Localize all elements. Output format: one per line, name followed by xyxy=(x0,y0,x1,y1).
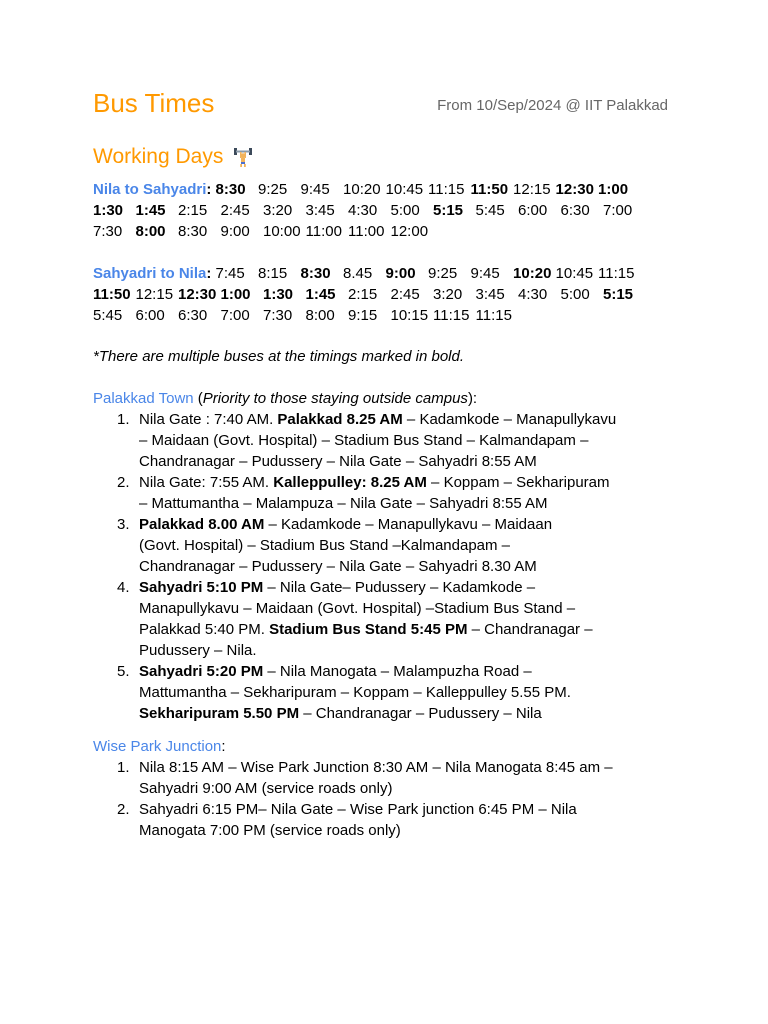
bus-time: 6:30 xyxy=(178,307,208,324)
palakkad-town-label: Palakkad Town xyxy=(93,390,194,407)
bus-time: 4:30 xyxy=(518,286,548,303)
weightlifter-icon xyxy=(231,145,255,169)
route-text: – Chandranagar – Pudussery – Nila xyxy=(299,705,542,722)
list-number: 5. xyxy=(117,663,130,680)
bus-time: 10:45 xyxy=(555,265,594,282)
list-item xyxy=(93,757,683,799)
bus-time: 10:20 xyxy=(513,265,552,282)
bus-time: 6:30 xyxy=(560,202,590,219)
bus-time: 4:30 xyxy=(348,202,378,219)
list-item-line xyxy=(139,535,683,556)
bus-time: 12:15 xyxy=(135,286,174,303)
route-text: – Nila Gate– Pudussery – Kadamkode – xyxy=(263,579,536,596)
route-sahyadri-to-nila xyxy=(93,263,653,326)
palakkad-town-list xyxy=(93,409,683,724)
route-label-colon: : xyxy=(206,181,212,198)
bus-time: 3:20 xyxy=(433,286,463,303)
bus-time: 2:45 xyxy=(390,286,420,303)
bus-time: 12:15 xyxy=(513,181,551,198)
highlight-stop: Sekharipuram 5.50 PM xyxy=(139,705,300,722)
wise-park-colon: : xyxy=(221,738,226,755)
list-item-line xyxy=(139,451,683,472)
bus-time: 6:00 xyxy=(135,307,165,324)
palakkad-town-heading xyxy=(93,388,477,409)
bus-time: 5:45 xyxy=(475,202,505,219)
bus-time: 10:20 xyxy=(343,181,381,198)
list-item xyxy=(93,409,683,472)
bus-time: 11:50 xyxy=(93,286,131,303)
list-item xyxy=(93,472,683,514)
bus-time: 1:30 xyxy=(263,286,294,303)
list-number: 4. xyxy=(117,579,130,596)
bus-time: 7:45 xyxy=(215,265,245,282)
bus-time: 7:00 xyxy=(220,307,250,324)
list-item-line xyxy=(139,577,683,598)
list-item-line xyxy=(139,799,683,820)
bus-time: 11:00 xyxy=(348,223,385,240)
route-text: Palakkad 5:40 PM. xyxy=(139,621,270,638)
list-number: 2. xyxy=(117,474,130,491)
bus-time: 1:00 xyxy=(598,181,629,198)
bus-time: 2:45 xyxy=(220,202,250,219)
bus-time: 8:00 xyxy=(305,307,335,324)
bus-time: 9:15 xyxy=(348,307,378,324)
bus-time: 9:25 xyxy=(258,181,288,198)
bus-time: 2:15 xyxy=(178,202,208,219)
bus-time: 1:30 xyxy=(93,202,124,219)
bus-time: 8:30 xyxy=(178,223,208,240)
working-days-label: Working Days xyxy=(93,145,224,168)
list-item-line xyxy=(139,661,683,682)
list-item-line xyxy=(139,640,683,661)
bus-time: 11:15 xyxy=(598,265,635,282)
highlight-stop: Sahyadri 5:20 PM xyxy=(139,663,264,680)
route-text: Nila 8:15 AM – Wise Park Junction 8:30 AM – Nila Manogata 8:45 am – xyxy=(139,759,613,776)
list-item-line xyxy=(139,778,683,799)
list-item-line xyxy=(139,703,683,724)
route-text: Chandranagar – Pudussery – Nila Gate – Sahyadri 8.30 AM xyxy=(139,558,537,575)
route-text: – Chandranagar – xyxy=(467,621,593,638)
bus-time: 11:00 xyxy=(305,223,342,240)
bus-time: 8:15 xyxy=(258,265,288,282)
bus-time: 10:00 xyxy=(263,223,301,240)
bus-time: 5:15 xyxy=(603,286,634,303)
highlight-stop: Stadium Bus Stand 5:45 PM xyxy=(269,621,468,638)
route-label: Nila to Sahyadri xyxy=(93,181,207,198)
route-text: – Kadamkode – Manapullykavu xyxy=(402,411,617,428)
list-item-line xyxy=(139,409,683,430)
wise-park-label: Wise Park Junction xyxy=(93,738,222,755)
route-text: – Kadamkode – Manapullykavu – Maidaan xyxy=(264,516,553,533)
route-nila-to-sahyadri xyxy=(93,179,653,242)
bus-time: 9:25 xyxy=(428,265,458,282)
route-text: Manapullykavu – Maidaan (Govt. Hospital) –Stadium Bus Stand – xyxy=(139,600,576,617)
list-item-line xyxy=(139,430,683,451)
list-item xyxy=(93,514,683,577)
list-number: 2. xyxy=(117,801,130,818)
list-item-line xyxy=(139,472,683,493)
bus-time: 5:45 xyxy=(93,307,123,324)
bus-time: 8.45 xyxy=(343,265,373,282)
list-item-line xyxy=(139,556,683,577)
wise-park-heading xyxy=(93,736,226,757)
route-label-colon: : xyxy=(206,265,212,282)
route-text: – Nila Manogata – Malampuzha Road – xyxy=(263,663,532,680)
bus-time: 12:00 xyxy=(390,223,429,240)
list-item-line xyxy=(139,682,683,703)
bus-time: 5:00 xyxy=(560,286,590,303)
bus-time: 7:30 xyxy=(263,307,293,324)
highlight-stop: Palakkad 8.25 AM xyxy=(277,411,403,428)
route-text: – Maidaan (Govt. Hospital) – Stadium Bus Stand – Kalmandapam – xyxy=(139,432,589,449)
wise-park-list xyxy=(93,757,683,841)
route-text: Mattumantha – Sekharipuram – Koppam – Kalleppulley 5.55 PM. xyxy=(139,684,571,701)
bus-time: 10:45 xyxy=(385,181,424,198)
list-item xyxy=(93,799,683,841)
list-item-line xyxy=(139,820,683,841)
bus-time: 1:45 xyxy=(135,202,166,219)
bus-time: 10:15 xyxy=(390,307,429,324)
bold-note: *There are multiple buses at the timings marked in bold. xyxy=(93,348,465,365)
bus-time: 3:45 xyxy=(305,202,335,219)
route-text: Sahyadri 9:00 AM (service roads only) xyxy=(139,780,393,797)
route-text: Sahyadri 6:15 PM– Nila Gate – Wise Park junction 6:45 PM – Nila xyxy=(139,801,577,818)
list-number: 1. xyxy=(117,411,130,428)
list-item-line xyxy=(139,757,683,778)
list-item xyxy=(93,577,683,661)
bus-time: 6:00 xyxy=(518,202,548,219)
bus-time: 7:00 xyxy=(603,202,633,219)
route-text: Pudussery – Nila. xyxy=(139,642,257,659)
bus-time: 7:30 xyxy=(93,223,123,240)
bus-time: 9:00 xyxy=(220,223,250,240)
list-item-line xyxy=(139,619,683,640)
working-days-heading xyxy=(93,143,255,171)
page-subtitle: From 10/Sep/2024 @ IIT Palakkad xyxy=(437,97,668,114)
bus-time: 11:50 xyxy=(470,181,509,198)
paren-close: ): xyxy=(467,390,478,407)
highlight-stop: Sahyadri 5:10 PM xyxy=(139,579,264,596)
bus-time: 3:45 xyxy=(475,286,505,303)
list-number: 3. xyxy=(117,516,130,533)
bus-time: 1:45 xyxy=(305,286,336,303)
bus-time: 9:45 xyxy=(300,181,330,198)
bus-time: 5:15 xyxy=(433,202,464,219)
palakkad-town-subheading: Priority to those staying outside campus xyxy=(202,390,468,407)
bus-time: 11:15 xyxy=(475,307,512,324)
highlight-stop: Kalleppulley: 8.25 AM xyxy=(273,474,427,491)
list-item-line xyxy=(139,514,683,535)
highlight-stop: Palakkad 8.00 AM xyxy=(139,516,265,533)
bus-time: 12:30 xyxy=(555,181,594,198)
route-text: Manogata 7:00 PM (service roads only) xyxy=(139,822,401,839)
route-text: – Koppam – Sekharipuram xyxy=(426,474,610,491)
bus-time: 8:30 xyxy=(300,265,331,282)
bus-time: 9:00 xyxy=(385,265,416,282)
bus-time: 2:15 xyxy=(348,286,378,303)
route-text: – Mattumantha – Malampuza – Nila Gate – Sahyadri 8:55 AM xyxy=(139,495,548,512)
route-label: Sahyadri to Nila xyxy=(93,265,207,282)
list-item-line xyxy=(139,493,683,514)
bus-time: 11:15 xyxy=(428,181,465,198)
route-text: Nila Gate : 7:40 AM. xyxy=(139,411,278,428)
bus-time: 8:30 xyxy=(215,181,246,198)
bus-time: 5:00 xyxy=(390,202,420,219)
page-title: Bus Times xyxy=(93,88,215,118)
paren-open: ( xyxy=(193,390,203,407)
list-item-line xyxy=(139,598,683,619)
bus-time: 11:15 xyxy=(433,307,470,324)
route-text: Nila Gate: 7:55 AM. xyxy=(139,474,274,491)
bus-time: 8:00 xyxy=(135,223,166,240)
route-text: (Govt. Hospital) – Stadium Bus Stand –Kalmandapam – xyxy=(139,537,511,554)
list-item xyxy=(93,661,683,724)
bus-time: 12:30 xyxy=(178,286,217,303)
bus-time: 9:45 xyxy=(470,265,500,282)
list-number: 1. xyxy=(117,759,130,776)
route-text: Chandranagar – Pudussery – Nila Gate – Sahyadri 8:55 AM xyxy=(139,453,537,470)
bus-time: 3:20 xyxy=(263,202,293,219)
bus-time: 1:00 xyxy=(220,286,251,303)
